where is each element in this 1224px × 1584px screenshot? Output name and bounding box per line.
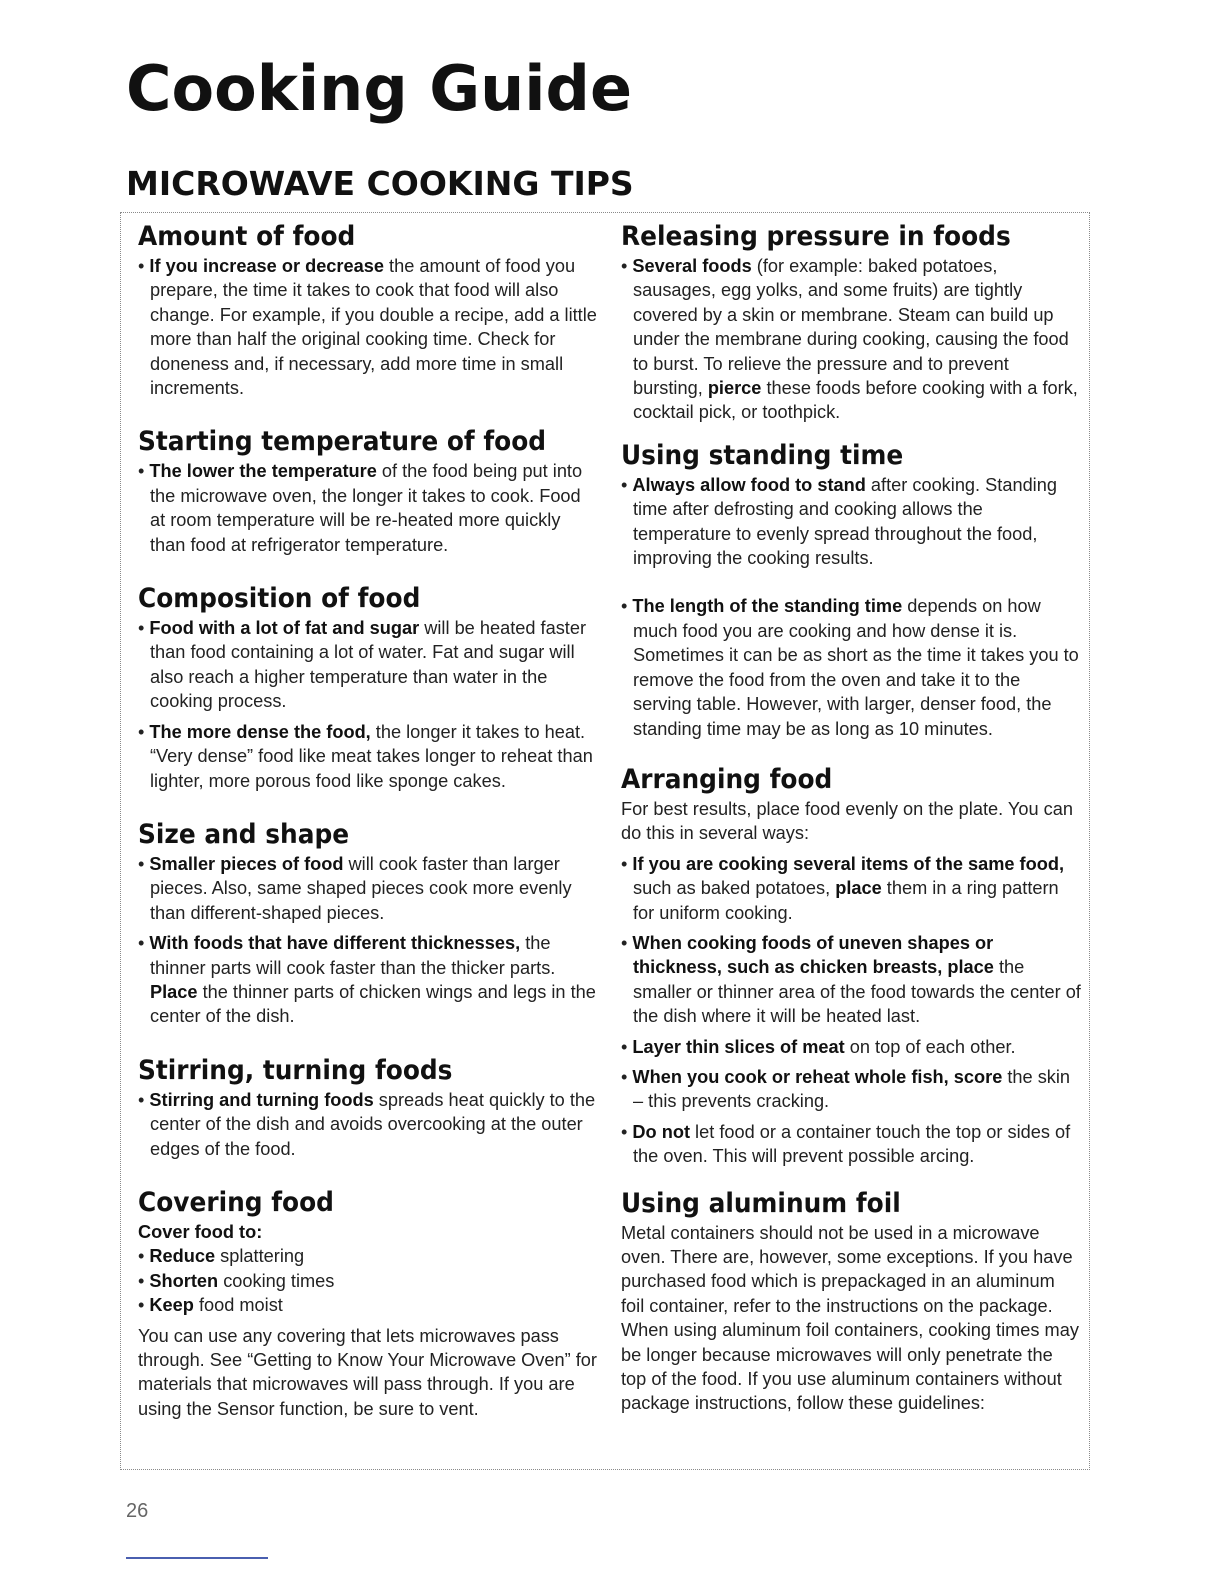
list-item xyxy=(138,1088,598,1161)
arranging-list xyxy=(621,852,1081,1169)
section-amount-of-food xyxy=(138,220,598,400)
item-text: the skin – this prevents cracking. xyxy=(633,1066,1071,1112)
section-stirring xyxy=(138,1054,598,1161)
item-text: them in a ring pattern for uniform cooking. xyxy=(633,878,1059,923)
section-title: MICROWAVE COOKING TIPS xyxy=(126,164,634,203)
starting-heading: Starting temperature of food xyxy=(138,426,547,458)
list-item xyxy=(138,1244,598,1268)
section-arranging-food xyxy=(621,763,1081,1169)
item-text: spreads heat quickly to the center of the dish and avoids overcooking at the outer edges of the food. xyxy=(150,1089,596,1159)
composition-list xyxy=(138,616,598,793)
bold-lead: Always allow food to stand xyxy=(632,474,866,495)
covering-heading: Covering food xyxy=(138,1186,334,1218)
item-text: the thinner parts will cook faster than the thicker parts. xyxy=(150,933,556,978)
item-text: depends on how much food you are cooking and how dense it is. Sometimes it can be as short as the time it takes you to remove the food from the oven and take it to the serving table. However, with larger, denser food, the standing time may be as long as 10 minutes. xyxy=(633,596,1079,739)
list-item xyxy=(138,1269,598,1293)
stirring-list xyxy=(138,1088,598,1161)
bold-lead: The more dense the food, xyxy=(149,721,371,742)
item-text: the smaller or thinner area of the food towards the center of the dish where it will be heated last. xyxy=(633,957,1081,1027)
right-column xyxy=(621,220,1081,1416)
arranging-intro: For best results, place food evenly on the plate. You can do this in several ways: xyxy=(621,798,1073,844)
standing-list xyxy=(621,473,1081,741)
bold-inline: pierce xyxy=(707,378,762,399)
item-text: will cook faster than larger pieces. Also, same shaped pieces cook more evenly than different-shaped pieces. xyxy=(150,853,572,923)
bold-lead: When cooking foods of uneven shapes or thickness, such as chicken breasts, place xyxy=(632,932,994,978)
bold-lead: Smaller pieces of food xyxy=(149,853,344,874)
page-number: 26 xyxy=(126,1500,149,1522)
item-text: such as baked potatoes, xyxy=(633,878,836,899)
section-covering xyxy=(138,1186,598,1421)
size-list xyxy=(138,852,598,1029)
item-text: on top of each other. xyxy=(844,1036,1016,1057)
bold-lead: Reduce xyxy=(149,1246,216,1267)
arranging-heading: Arranging food xyxy=(621,763,833,795)
section-size-and-shape xyxy=(138,818,598,1029)
item-text: let food or a container touch the top or sides of the oven. This will prevent possible arcing. xyxy=(633,1121,1071,1167)
left-column xyxy=(138,220,598,1421)
covering-intro xyxy=(138,1220,598,1244)
stirring-heading: Stirring, turning foods xyxy=(138,1054,453,1086)
item-text: the thinner parts of chicken wings and legs in the center of the dish. xyxy=(150,981,596,1027)
covering-intro-bold: Cover food to: xyxy=(138,1221,263,1242)
bold-lead: Several foods xyxy=(632,256,752,276)
bold-lead: The length of the standing time xyxy=(632,596,903,617)
bold-lead: Layer thin slices of meat xyxy=(632,1036,845,1057)
bold-inline: place xyxy=(835,878,882,899)
list-item xyxy=(621,594,1081,740)
bold-inline: Place xyxy=(150,981,198,1002)
section-composition xyxy=(138,582,598,793)
bold-lead: With foods that have different thicknesses, xyxy=(149,933,521,954)
item-text: the amount of food you prepare, the time it takes to cook that food will also change. For example, if you double a recipe, add a little more than half the original cooking time. Check for doneness and, if necessary, add more time in small increments. xyxy=(150,256,597,399)
section-aluminum-foil xyxy=(621,1187,1081,1416)
list-item xyxy=(138,616,598,714)
item-text: after cooking. Standing time after defrosting and cooking allows the temperature to evenly spread throughout the food, improving the cooking results. xyxy=(633,474,1057,569)
list-item xyxy=(621,254,1081,425)
list-item xyxy=(138,931,598,1029)
item-text: cooking times xyxy=(218,1270,335,1291)
item-text: the longer it takes to heat. “Very dense” food like meat takes longer to reheat than lighter, more porous food like sponge cakes. xyxy=(150,721,593,791)
bold-lead: Food with a lot of fat and sugar xyxy=(149,618,420,639)
list-item xyxy=(138,1293,598,1317)
list-item xyxy=(621,931,1081,1029)
bold-lead: Shorten xyxy=(149,1270,219,1291)
list-item xyxy=(138,254,598,400)
list-item xyxy=(621,1035,1081,1059)
size-heading: Size and shape xyxy=(138,818,350,850)
item-text: (for example: baked potatoes, sausages, egg yolks, and some fruits) are tightly covered by a skin or membrane. Steam can build up under the membrane during cooking, causing the food to burst. To relieve the pressure and to prevent bursting, xyxy=(633,256,1069,399)
section-standing-time xyxy=(621,439,1081,741)
bold-lead: Stirring and turning foods xyxy=(149,1089,374,1110)
standing-heading: Using standing time xyxy=(621,439,904,471)
list-item xyxy=(138,852,598,925)
amount-list xyxy=(138,254,598,400)
bold-lead: The lower the temperature xyxy=(149,461,377,482)
covering-list xyxy=(138,1244,598,1317)
list-item xyxy=(621,1065,1081,1114)
bold-lead: If you are cooking several items of the same food, xyxy=(632,853,1064,874)
item-text: will be heated faster than food containing a lot of water. Fat and sugar will also reach a higher temperature than water in the cooking process. xyxy=(150,618,587,712)
aluminum-paragraph: Metal containers should not be used in a microwave oven. There are, however, some exceptions. If you have purchased food which is prepackaged in an aluminum foil container, refer to the instructions on the package. When using aluminum foil containers, cooking times may be longer because microwaves will only penetrate the top of the food. If you use aluminum containers without package instructions, follow these guidelines: xyxy=(621,1222,1079,1414)
item-text: splattering xyxy=(215,1246,305,1267)
list-item xyxy=(621,1120,1081,1169)
item-text: these foods before cooking with a fork, cocktail pick, or toothpick. xyxy=(633,378,1078,423)
starting-list xyxy=(138,459,598,557)
section-starting-temperature xyxy=(138,425,598,557)
item-text: food moist xyxy=(193,1295,283,1316)
page-title: Cooking Guide xyxy=(126,52,632,125)
section-releasing-pressure xyxy=(621,220,1081,425)
covering-paragraph: You can use any covering that lets microwaves pass through. See “Getting to Know Your Microwave Oven” for materials that microwaves will pass through. If you are using the Sensor function, be sure to vent. xyxy=(138,1325,597,1419)
bold-lead: Keep xyxy=(149,1295,194,1316)
aluminum-heading: Using aluminum foil xyxy=(621,1187,901,1219)
bold-lead: If you increase or decrease xyxy=(149,256,384,276)
list-item xyxy=(138,459,598,557)
list-item xyxy=(621,852,1081,925)
list-item xyxy=(621,473,1081,571)
releasing-heading: Releasing pressure in foods xyxy=(621,221,1011,252)
item-text: of the food being put into the microwave oven, the longer it takes to cook. Food at room temperature will be re-heated more quickly than food at refrigerator temperature. xyxy=(150,461,583,555)
bold-lead: Do not xyxy=(632,1121,690,1142)
footer-rule xyxy=(126,1557,268,1559)
amount-heading: Amount of food xyxy=(138,221,356,252)
list-item xyxy=(138,720,598,793)
composition-heading: Composition of food xyxy=(138,583,421,615)
bold-lead: When you cook or reheat whole fish, score xyxy=(632,1066,1003,1087)
releasing-list xyxy=(621,254,1081,425)
